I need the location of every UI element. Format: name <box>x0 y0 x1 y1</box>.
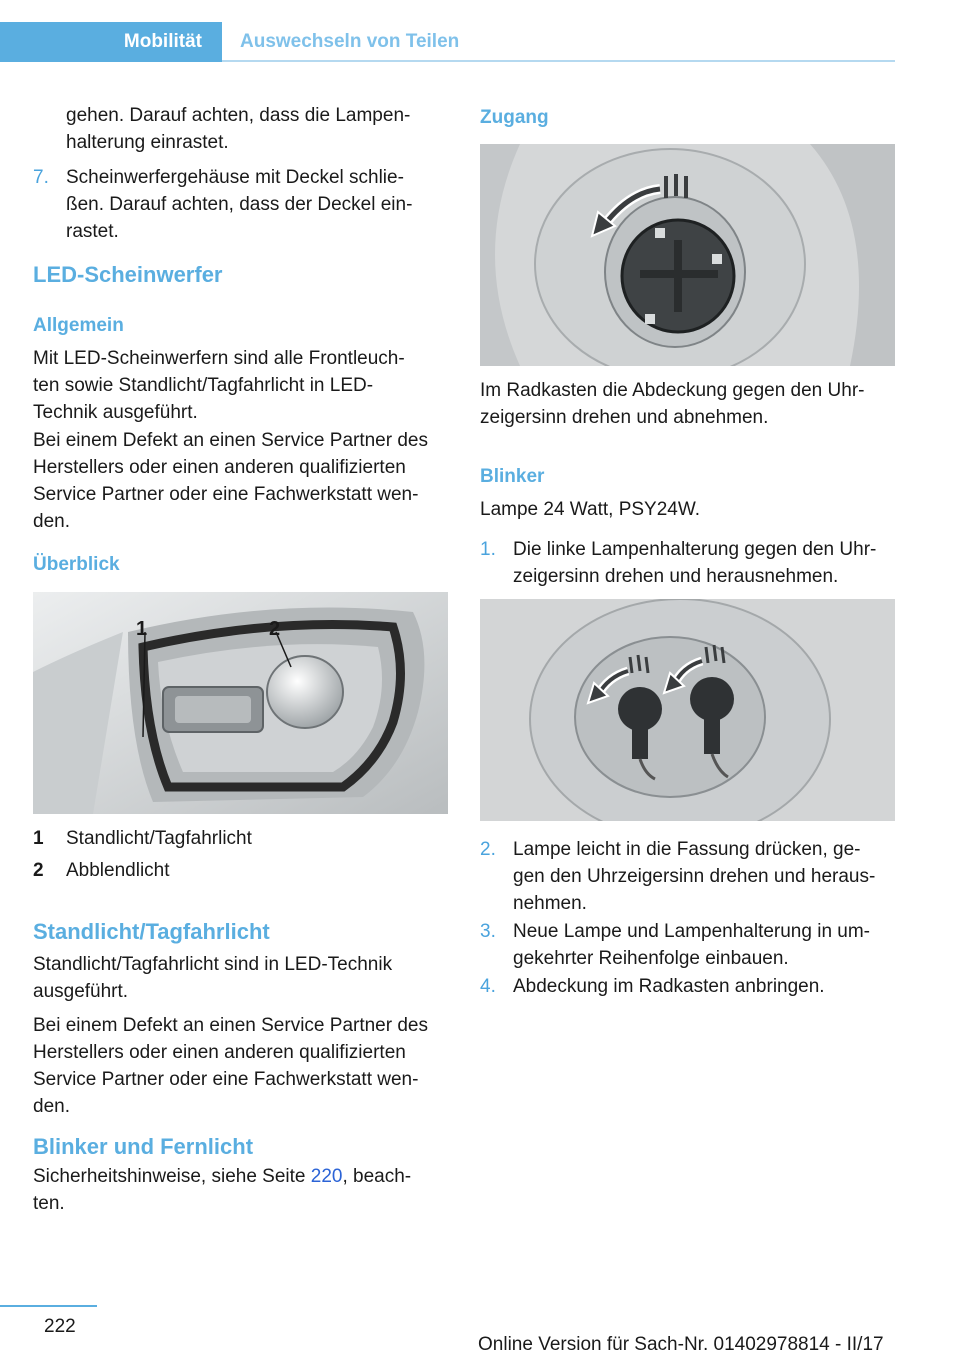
standlicht-paragraph-2: Bei einem Defekt an einen Service Partner des Herstellers oder einen anderen qualifizierten Service Partner oder eine Fachwerkstatt wen- den. <box>33 1015 428 1117</box>
section-tab[interactable] <box>0 22 222 62</box>
zugang-text: Im Radkasten die Abdeckung gegen den Uhr- zeigersinn drehen und abnehmen. <box>480 380 865 428</box>
continuation-text: gehen. Darauf achten, dass die Lampen- halterung einrastet. <box>66 105 411 153</box>
legend-text-1: Standlicht/Tagfahrlicht <box>66 828 252 849</box>
footer-rule <box>0 1305 97 1307</box>
allgemein-paragraph-2: Bei einem Defekt an einen Service Partner des Herstellers oder einen anderen qualifizierten Service Partner oder eine Fachwerkstatt wen- den. <box>33 430 428 532</box>
step-4-number: 4. <box>480 976 496 997</box>
zugang-heading: Zugang <box>480 107 549 128</box>
step-7-number: 7. <box>33 167 49 188</box>
blinker-fernlicht-heading: Blinker und Fernlicht <box>33 1134 254 1159</box>
led-headlight-figure <box>33 592 448 814</box>
step-2-number: 2. <box>480 839 496 860</box>
ueberblick-heading: Überblick <box>33 554 120 575</box>
chapter-tab-label: Auswechseln von Teilen <box>240 31 460 52</box>
step-7-text: Scheinwerfergehäuse mit Deckel schlie- ßen. Darauf achten, dass der Deckel ein- rastet. <box>66 167 413 242</box>
led-heading: LED-Scheinwerfer <box>33 262 223 287</box>
legend-number-1: 1 <box>33 828 44 849</box>
step-1-number: 1. <box>480 539 496 560</box>
section-tab-label: Mobilität <box>123 31 202 52</box>
allgemein-paragraph-1: Mit LED-Scheinwerfern sind alle Frontleuch- ten sowie Standlicht/Tagfahrlicht in LED- Technik ausgeführt. <box>33 348 405 423</box>
standlicht-heading: Standlicht/Tagfahrlicht <box>33 919 270 944</box>
standlicht-paragraph-1: Standlicht/Tagfahrlicht sind in LED-Technik ausgeführt. <box>33 954 393 1002</box>
allgemein-heading: Allgemein <box>33 315 124 336</box>
safety-note-text-end: , beach- ten. <box>33 1166 412 1214</box>
blinker-fernlicht-paragraph <box>33 1163 411 1217</box>
chapter-tab[interactable] <box>240 22 459 62</box>
legend-number-2: 2 <box>33 860 44 881</box>
figure-callout-1: 1 <box>136 618 148 640</box>
page-220-link[interactable]: 220 <box>310 1166 343 1187</box>
header-rule <box>222 60 895 62</box>
wheel-arch-illustration <box>480 144 895 366</box>
page-number: 222 <box>44 1316 76 1337</box>
online-version-note: Online Version für Sach-Nr. 01402978814 - II/17 <box>478 1334 884 1355</box>
step-3-number: 3. <box>480 921 496 942</box>
figure-callout-2: 2 <box>269 618 281 640</box>
legend-text-2: Abblendlicht <box>66 860 170 881</box>
headlight-illustration <box>33 592 448 814</box>
lamp-holder-illustration <box>480 599 895 821</box>
step-2-text: Lampe leicht in die Fassung drücken, ge- gen den Uhrzeigersinn drehen und heraus- nehmen. <box>513 839 876 914</box>
lamp-holder-figure <box>480 599 895 821</box>
blinker-lamp-spec: Lampe 24 Watt, PSY24W. <box>480 499 701 520</box>
wheel-arch-cover-figure <box>480 144 895 366</box>
step-4-text: Abdeckung im Radkasten anbringen. <box>513 976 825 997</box>
blinker-heading: Blinker <box>480 466 545 487</box>
step-3-text: Neue Lampe und Lampenhalterung in um- gekehrter Reihenfolge einbauen. <box>513 921 871 969</box>
step-1-text: Die linke Lampenhalterung gegen den Uhr- zeigersinn drehen und herausnehmen. <box>513 539 877 587</box>
safety-note-text: Sicherheitshinweise, siehe Seite <box>33 1166 311 1187</box>
